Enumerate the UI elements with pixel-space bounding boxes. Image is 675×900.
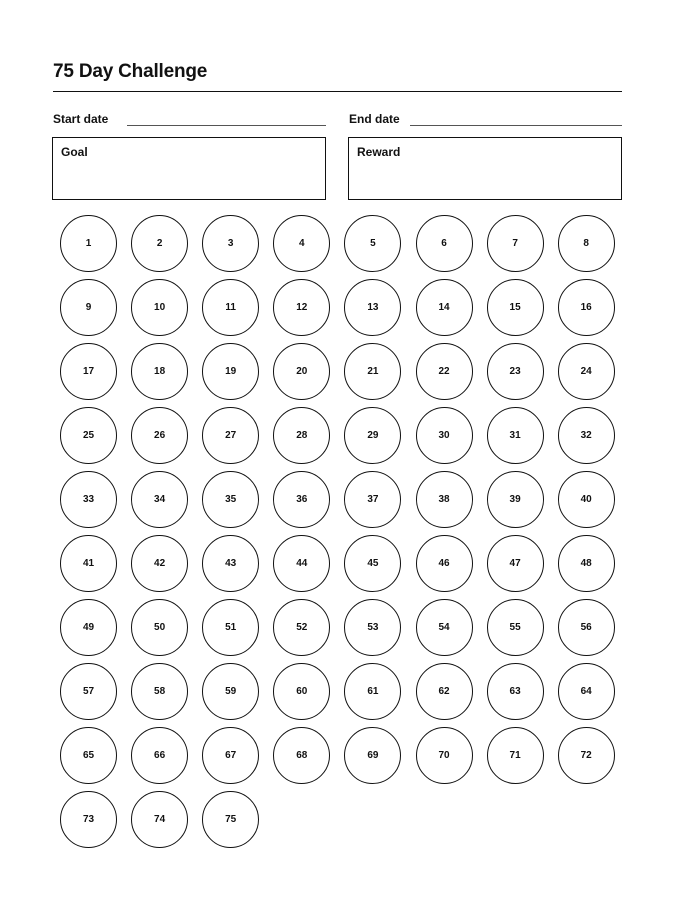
day-circle[interactable]: 54 [416,599,473,656]
day-circle[interactable]: 16 [558,279,615,336]
day-circle[interactable]: 59 [202,663,259,720]
goal-box[interactable] [52,137,326,200]
day-circle[interactable]: 44 [273,535,330,592]
day-circle[interactable]: 53 [344,599,401,656]
day-circle[interactable]: 17 [60,343,117,400]
day-circle[interactable]: 43 [202,535,259,592]
day-circle[interactable]: 1 [60,215,117,272]
start-date-field[interactable] [127,125,326,126]
day-circle[interactable]: 19 [202,343,259,400]
day-circle[interactable]: 33 [60,471,117,528]
day-circle[interactable]: 10 [131,279,188,336]
day-circle[interactable]: 35 [202,471,259,528]
day-circle[interactable]: 70 [416,727,473,784]
day-circle[interactable]: 41 [60,535,117,592]
day-circle[interactable]: 9 [60,279,117,336]
day-circle[interactable]: 65 [60,727,117,784]
day-circle[interactable]: 3 [202,215,259,272]
day-circle[interactable]: 66 [131,727,188,784]
day-circle[interactable]: 20 [273,343,330,400]
day-circle[interactable]: 31 [487,407,544,464]
day-circle[interactable]: 36 [273,471,330,528]
day-circle[interactable]: 25 [60,407,117,464]
day-circle[interactable]: 42 [131,535,188,592]
day-circle[interactable]: 52 [273,599,330,656]
day-circle[interactable]: 12 [273,279,330,336]
day-circle[interactable]: 57 [60,663,117,720]
day-circle[interactable]: 4 [273,215,330,272]
reward-label: Reward [357,145,401,159]
day-circle[interactable]: 24 [558,343,615,400]
day-circle[interactable]: 7 [487,215,544,272]
day-circle[interactable]: 29 [344,407,401,464]
end-date-label: End date [349,112,400,126]
day-circle[interactable]: 18 [131,343,188,400]
day-circle[interactable]: 67 [202,727,259,784]
day-circle[interactable]: 47 [487,535,544,592]
day-circle[interactable]: 73 [60,791,117,848]
day-circle[interactable]: 26 [131,407,188,464]
day-circle[interactable]: 38 [416,471,473,528]
reward-box[interactable] [348,137,622,200]
end-date-field[interactable] [410,125,622,126]
start-date-label: Start date [53,112,109,126]
day-circle[interactable]: 68 [273,727,330,784]
day-circle[interactable]: 56 [558,599,615,656]
day-circle[interactable]: 23 [487,343,544,400]
day-circle[interactable]: 72 [558,727,615,784]
day-circle[interactable]: 71 [487,727,544,784]
day-circle[interactable]: 48 [558,535,615,592]
title-divider [53,91,622,92]
page-title: 75 Day Challenge [53,61,208,82]
day-circle[interactable]: 15 [487,279,544,336]
day-circle[interactable]: 58 [131,663,188,720]
day-circle[interactable]: 60 [273,663,330,720]
day-circle[interactable]: 39 [487,471,544,528]
day-circle[interactable]: 61 [344,663,401,720]
day-circle[interactable]: 51 [202,599,259,656]
day-circle[interactable]: 6 [416,215,473,272]
day-circle[interactable]: 55 [487,599,544,656]
day-circle[interactable]: 62 [416,663,473,720]
day-circle[interactable]: 30 [416,407,473,464]
day-circle[interactable]: 11 [202,279,259,336]
day-circle[interactable]: 75 [202,791,259,848]
day-circle[interactable]: 50 [131,599,188,656]
day-circle[interactable]: 74 [131,791,188,848]
day-circle[interactable]: 63 [487,663,544,720]
day-circle[interactable]: 34 [131,471,188,528]
day-circle[interactable]: 32 [558,407,615,464]
day-circle[interactable]: 5 [344,215,401,272]
day-circle[interactable]: 40 [558,471,615,528]
day-circle[interactable]: 37 [344,471,401,528]
day-circle[interactable]: 13 [344,279,401,336]
day-circle[interactable]: 46 [416,535,473,592]
day-circle[interactable]: 21 [344,343,401,400]
goal-label: Goal [61,145,88,159]
day-circle[interactable]: 28 [273,407,330,464]
day-circle[interactable]: 49 [60,599,117,656]
day-circle[interactable]: 14 [416,279,473,336]
day-circle[interactable]: 27 [202,407,259,464]
day-circle[interactable]: 69 [344,727,401,784]
day-circle[interactable]: 2 [131,215,188,272]
day-circle[interactable]: 64 [558,663,615,720]
day-circle[interactable]: 8 [558,215,615,272]
day-circle[interactable]: 22 [416,343,473,400]
day-circle[interactable]: 45 [344,535,401,592]
